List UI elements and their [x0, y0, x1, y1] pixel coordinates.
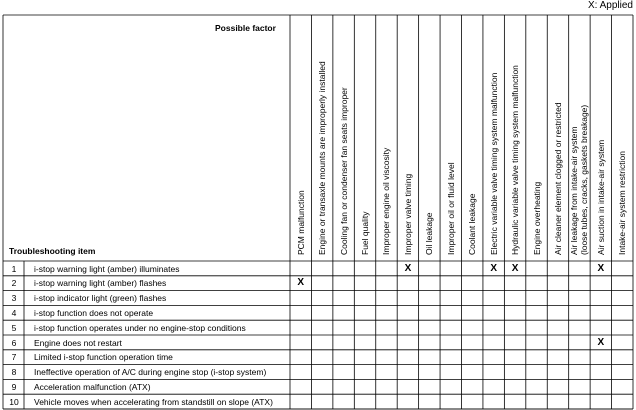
header-possible-factor: Possible factor — [215, 23, 276, 33]
row-number: 8 — [11, 367, 17, 378]
factor-header-15: Intake-air system restriction — [617, 151, 628, 255]
applied-mark: X — [597, 262, 605, 274]
factor-header-11: Engine overheating — [531, 181, 542, 255]
applied-mark: X — [511, 262, 519, 274]
troubleshooting-item: Vehicle moves when accelerating from standstill on slope (ATX) — [34, 396, 273, 407]
troubleshooting-item: i-stop function operates under no engine-stop conditions — [34, 322, 246, 333]
factor-header-3: Fuel quality — [360, 211, 371, 255]
factor-header-4: Improper engine oil viscosity — [381, 147, 392, 255]
applied-mark: X — [490, 262, 497, 274]
troubleshooting-item: i-stop function does not operate — [34, 307, 154, 318]
applied-mark: X — [297, 277, 305, 289]
factor-header-13: Air leakage from intake-air system — [569, 126, 580, 255]
row-number: 10 — [9, 396, 19, 407]
legend-applied: X: Applied — [587, 0, 633, 11]
factor-header-0: PCM malfunction — [295, 190, 306, 255]
troubleshooting-item: i-stop indicator light (green) flashes — [34, 293, 167, 304]
factor-header-14: Air suction in intake-air system — [595, 139, 606, 255]
row-number: 1 — [11, 263, 17, 274]
troubleshooting-item: Acceleration malfunction (ATX) — [34, 381, 151, 392]
factor-header-13: (loose tubes, cracks, gaskets breakage) — [579, 104, 590, 255]
applied-mark: X — [597, 336, 605, 348]
applied-mark: X — [404, 262, 412, 274]
row-number: 4 — [11, 307, 17, 318]
row-number: 9 — [11, 381, 17, 392]
factor-header-8: Coolant leakage — [467, 193, 478, 255]
header-troubleshooting-item: Troubleshooting item — [9, 246, 96, 256]
factor-header-2: Cooling fan or condenser fan seats improper — [338, 87, 349, 255]
row-number: 7 — [11, 352, 17, 363]
row-number: 6 — [11, 337, 17, 348]
troubleshooting-item: Engine does not restart — [34, 337, 122, 348]
factor-header-6: Oil leakage — [424, 212, 435, 255]
factor-header-9: Electric variable valve timing system malfunction — [488, 72, 499, 255]
troubleshooting-item: Limited i-stop function operation time — [34, 352, 173, 363]
factor-header-7: Improper oil or fluid level — [445, 162, 456, 255]
troubleshooting-item: Ineffective operation of A/C during engine stop (i-stop system) — [34, 367, 267, 378]
row-number: 3 — [11, 293, 17, 304]
troubleshooting-item: i-stop warning light (amber) flashes — [34, 278, 167, 289]
row-number: 5 — [11, 322, 17, 333]
troubleshooting-item: i-stop warning light (amber) illuminates — [34, 263, 180, 274]
factor-header-1: Engine or transaxle mounts are improperly installed — [317, 61, 328, 255]
factor-header-10: Hydraulic variable valve timing system malfunction — [510, 65, 521, 255]
factor-header-12: Air cleaner element clogged or restricted — [552, 102, 563, 255]
factor-header-5: Improper valve timing — [402, 173, 413, 255]
row-number: 2 — [11, 278, 17, 289]
